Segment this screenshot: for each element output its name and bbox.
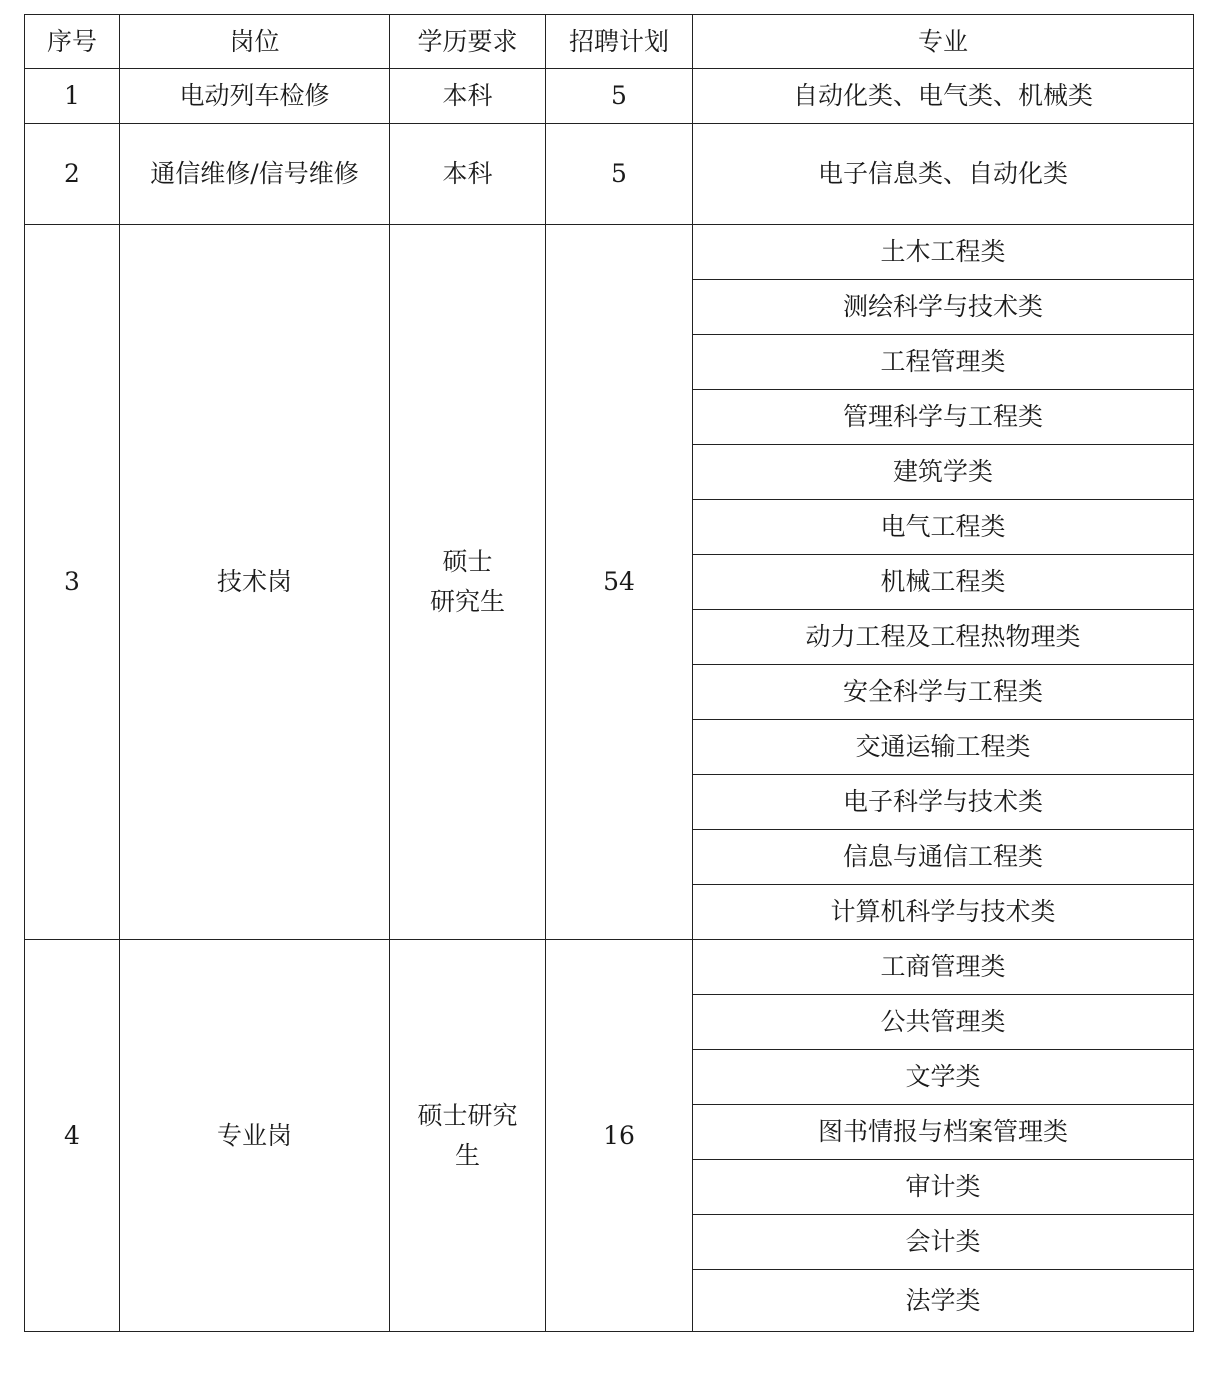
header-major: 专业 <box>693 15 1194 69</box>
cell-plan: 5 <box>546 124 693 225</box>
cell-education: 硕士 研究生 <box>390 225 546 940</box>
cell-major: 测绘科学与技术类 <box>693 280 1194 335</box>
education-text: 硕士研究生 <box>417 1100 518 1170</box>
cell-no: 2 <box>25 124 120 225</box>
table-row <box>25 940 1194 995</box>
cell-major: 动力工程及工程热物理类 <box>693 610 1194 665</box>
table-row <box>25 69 1194 124</box>
cell-major: 电气工程类 <box>693 500 1194 555</box>
recruitment-table <box>24 14 1194 1332</box>
cell-no: 4 <box>25 940 120 1332</box>
cell-major: 土木工程类 <box>693 225 1194 280</box>
cell-major: 交通运输工程类 <box>693 720 1194 775</box>
cell-major: 审计类 <box>693 1160 1194 1215</box>
cell-major: 电子信息类、自动化类 <box>693 124 1194 225</box>
cell-major: 机械工程类 <box>693 555 1194 610</box>
cell-position: 通信维修/信号维修 <box>120 124 390 225</box>
header-no: 序号 <box>25 15 120 69</box>
cell-major: 计算机科学与技术类 <box>693 885 1194 940</box>
cell-major: 文学类 <box>693 1050 1194 1105</box>
cell-major: 管理科学与工程类 <box>693 390 1194 445</box>
cell-major: 信息与通信工程类 <box>693 830 1194 885</box>
cell-position: 电动列车检修 <box>120 69 390 124</box>
cell-education <box>390 940 546 1332</box>
cell-education: 本科 <box>390 124 546 225</box>
cell-major: 公共管理类 <box>693 995 1194 1050</box>
header-plan: 招聘计划 <box>546 15 693 69</box>
cell-no: 3 <box>25 225 120 940</box>
cell-no: 1 <box>25 69 120 124</box>
cell-plan: 5 <box>546 69 693 124</box>
cell-plan: 54 <box>546 225 693 940</box>
header-education: 学历要求 <box>390 15 546 69</box>
cell-position: 技术岗 <box>120 225 390 940</box>
cell-major: 安全科学与工程类 <box>693 665 1194 720</box>
table-header-row <box>25 15 1194 69</box>
table-row <box>25 124 1194 225</box>
cell-major: 建筑学类 <box>693 445 1194 500</box>
cell-major: 图书情报与档案管理类 <box>693 1105 1194 1160</box>
cell-major: 法学类 <box>693 1270 1194 1332</box>
cell-plan: 16 <box>546 940 693 1332</box>
cell-education: 本科 <box>390 69 546 124</box>
table-row <box>25 225 1194 280</box>
cell-position: 专业岗 <box>120 940 390 1332</box>
cell-major: 工商管理类 <box>693 940 1194 995</box>
cell-major: 电子科学与技术类 <box>693 775 1194 830</box>
cell-major: 工程管理类 <box>693 335 1194 390</box>
header-position: 岗位 <box>120 15 390 69</box>
cell-major: 自动化类、电气类、机械类 <box>693 69 1194 124</box>
cell-major: 会计类 <box>693 1215 1194 1270</box>
